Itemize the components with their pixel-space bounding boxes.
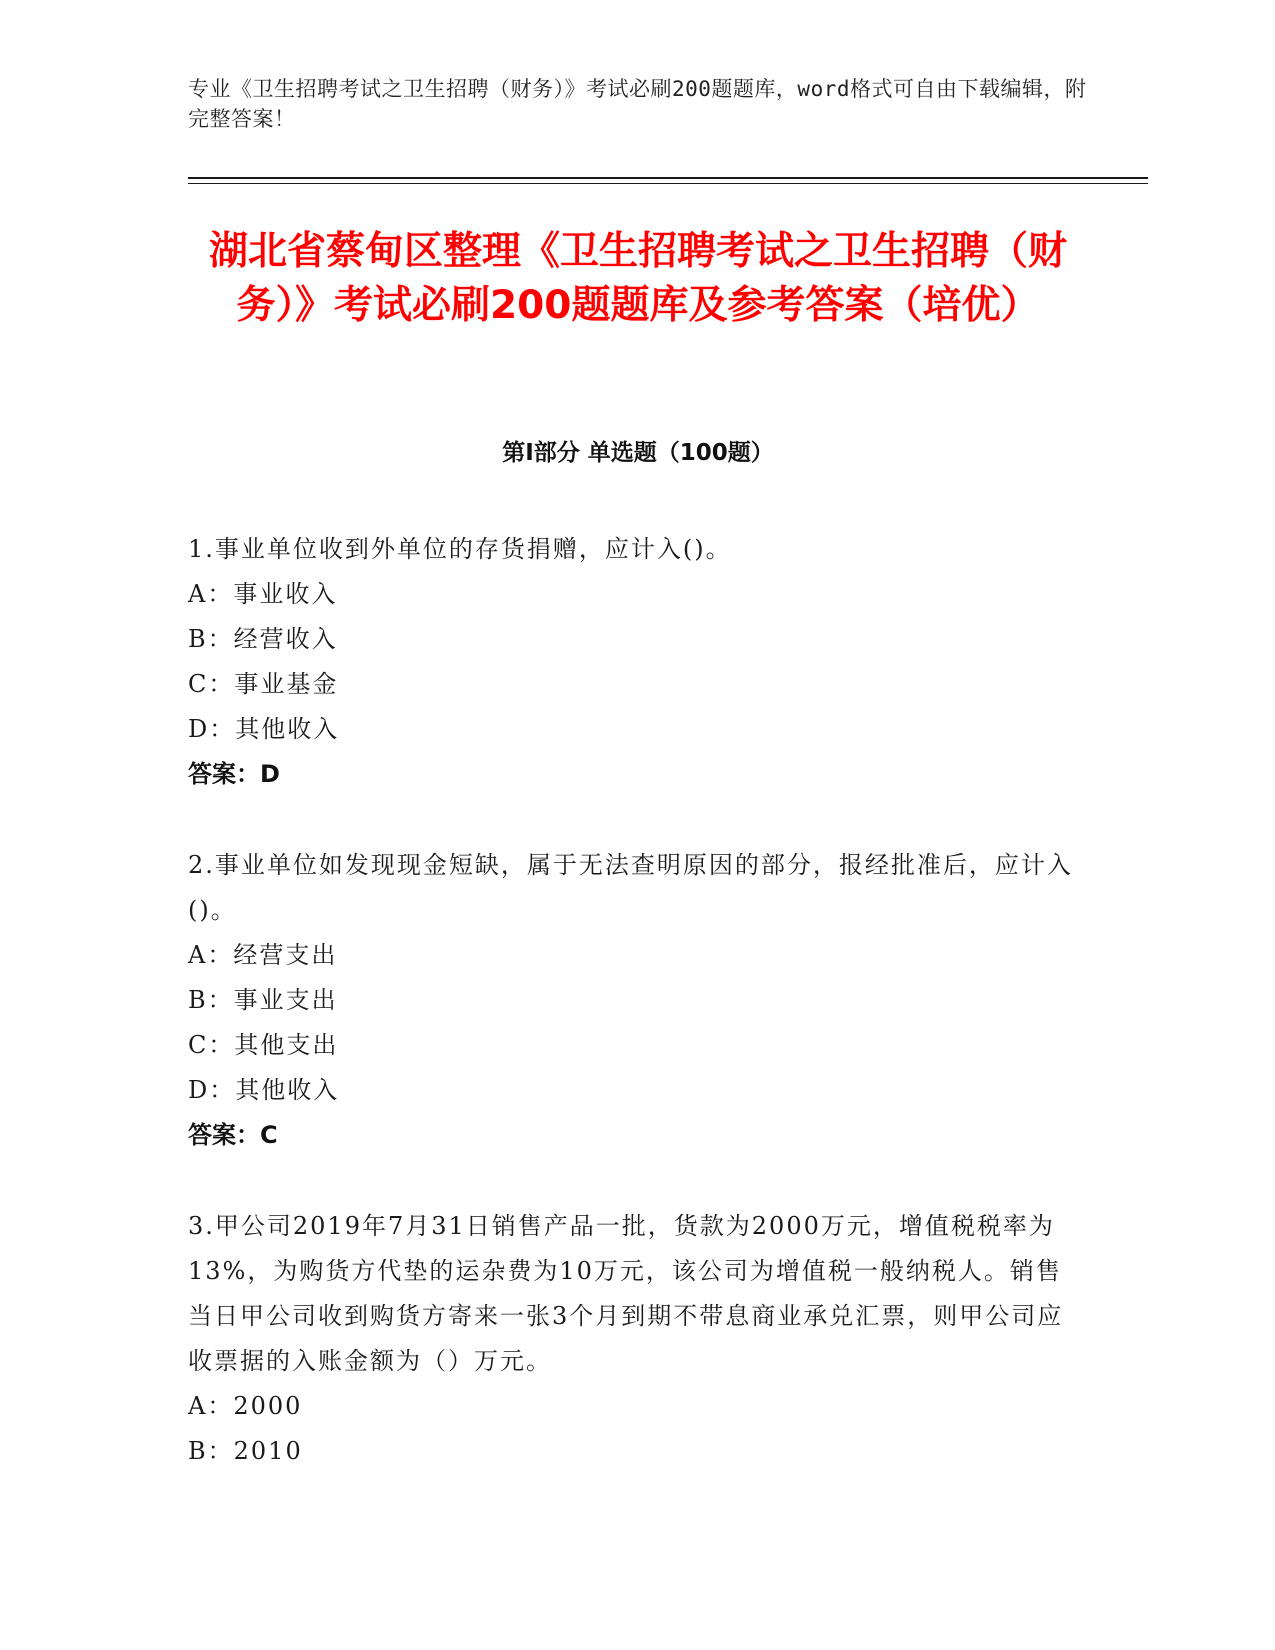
option-c: C：事业基金	[188, 670, 339, 698]
question-item	[188, 1204, 1078, 1474]
answer-text: 答案：D	[188, 760, 280, 788]
option-a: A：2000	[188, 1392, 303, 1420]
header-divider-thick	[188, 177, 1148, 179]
question-text: 3.甲公司2019年7月31日销售产品一批，货款为2000万元，增值税税率为13%，为购货方代垫的运杂费为10万元，该公司为增值税一般纳税人。销售当日甲公司收到购货方寄来一张3个月到期不带息商业承兑汇票，则甲公司应收票据的入账金额为（）万元。	[188, 1212, 1064, 1375]
document-title: 湖北省蔡甸区整理《卫生招聘考试之卫生招聘（财务）》考试必刷200题题库及参考答案（培优）	[208, 229, 1067, 328]
option-b: B：经营收入	[188, 625, 338, 653]
option-a: A：事业收入	[188, 580, 338, 608]
option-a: A：经营支出	[188, 941, 338, 969]
question-list	[188, 527, 1078, 1520]
option-d: D：其他收入	[188, 1076, 340, 1104]
section-heading: 第I部分 单选题（100题）	[502, 440, 774, 466]
option-d: D：其他收入	[188, 715, 340, 743]
question-text: 1.事业单位收到外单位的存货捐赠，应计入()。	[188, 535, 732, 563]
question-item	[188, 527, 1078, 797]
option-b: B：事业支出	[188, 986, 338, 1014]
header-note: 专业《卫生招聘考试之卫生招聘（财务）》考试必刷200题题库，word格式可自由下载编辑，附完整答案！	[188, 77, 1087, 131]
option-c: C：其他支出	[188, 1031, 339, 1059]
question-item	[188, 843, 1078, 1158]
header-divider-thin	[188, 183, 1148, 184]
option-b: B：2010	[188, 1437, 303, 1465]
question-text: 2.事业单位如发现现金短缺，属于无法查明原因的部分，报经批准后，应计入()。	[188, 851, 1073, 924]
answer-text: 答案：C	[188, 1121, 278, 1149]
